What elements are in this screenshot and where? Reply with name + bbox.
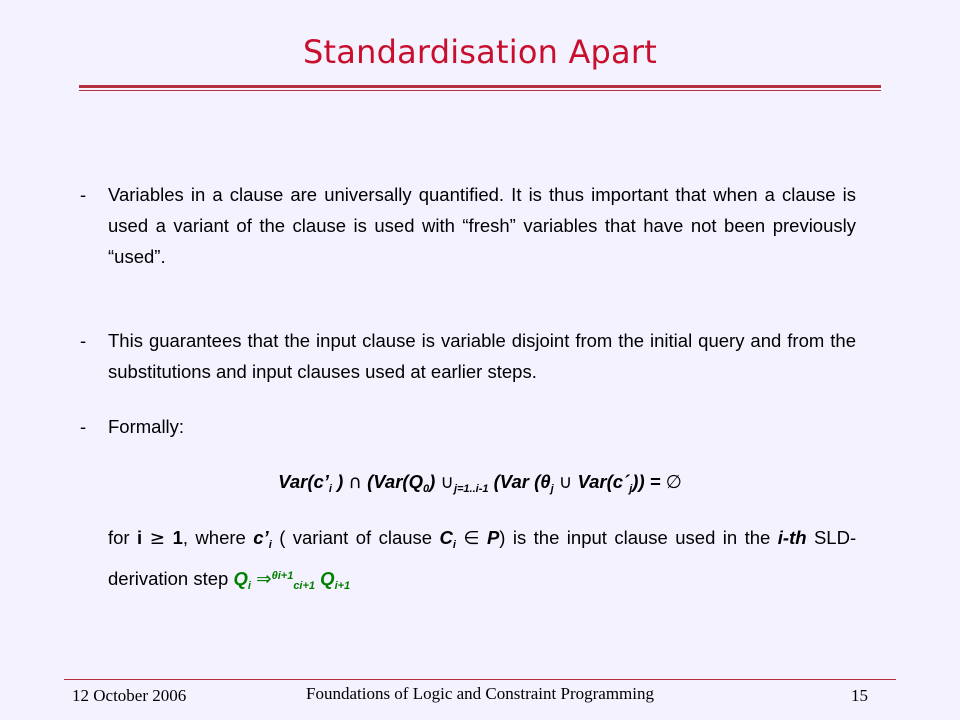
title-underline [79,85,881,88]
footer-date: 12 October 2006 [72,686,187,705]
slide-number: 15 [851,686,868,705]
footer-divider [64,679,896,680]
geq-symbol: ≥ [149,528,166,549]
bullet-text: This guarantees that the input clause is variable disjoint from the initial query and from the substitutions and input clauses used at earlier steps. [108,330,856,382]
derivation-step: $Q_i$ ⇒$^{\theta i+1}_{ci+1}$ $Q_{i+1}$ [233,568,351,592]
union-symbol: ∪ [558,472,573,493]
element-of-symbol: ∈ [463,528,480,549]
derivation-arrow-symbol: ⇒ [256,569,272,590]
empty-set-symbol: ∅ [665,472,682,493]
disjointness-formula: $Var(c’_i$ ) ∩ ($Var(Q_0)$ $\cup_{j=1..i-1}$ (Var ($\theta_j$ ∪ $Var(c´_j)$) = ∅ [278,471,682,495]
intersection-symbol: ∩ [348,472,362,493]
slide-title: Standardisation Apart [303,33,657,71]
bullet-item-1 [80,179,856,272]
bullet-text: Variables in a clause are universally quantified. It is thus important that when a clause is used a variant of the clause is used with “fresh” variables that have not been previously “used”. [108,184,856,267]
bullet-dash: - [80,330,87,351]
bullet-dash: - [80,184,87,205]
bullet-item-3 [80,411,856,442]
title-underline-thin [79,90,881,91]
union-symbol: ∪ [440,472,454,493]
footer-course-title: Foundations of Logic and Constraint Programming [306,684,654,703]
bullet-item-2 [80,325,856,387]
bullet-text: Formally: [108,416,185,437]
formula-condition-text: for i ≥ 1, where $c’_i$ ( variant of clause $C_i$ ∈ P) is the input clause used in the i-th SLD-derivation step $Q_i$ ⇒$^{\theta i+1}_{ci+1}$ $Q_{i+1}$ [108,527,857,592]
bullet-dash: - [80,416,87,437]
